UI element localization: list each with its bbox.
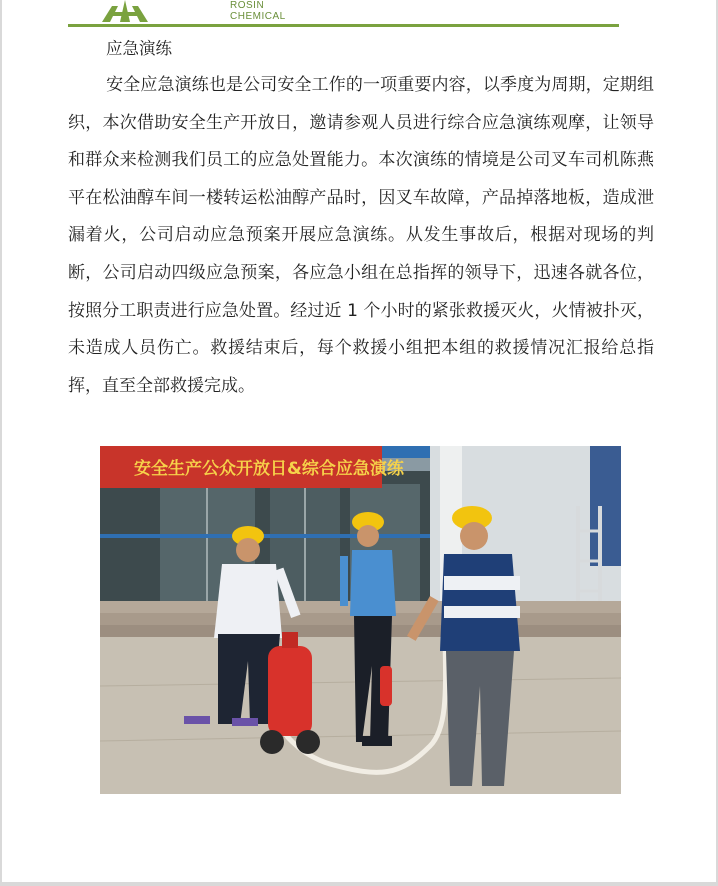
- page-edge-left: [0, 0, 2, 886]
- logo-line-chemical: CHEMICAL: [230, 11, 286, 22]
- header-divider: [68, 24, 619, 27]
- drill-photo-illustration: [100, 446, 621, 794]
- company-logo-text: [230, 0, 286, 22]
- section-title: 应急演练: [106, 39, 172, 58]
- page-header: [68, 0, 619, 28]
- logo-line-rosin: ROSIN: [230, 0, 265, 11]
- company-logo-icon: [98, 0, 152, 22]
- drill-photo: [100, 446, 621, 794]
- page-edge-bottom: [0, 882, 718, 886]
- body-paragraph-text: 安全应急演练也是公司安全工作的一项重要内容，以季度为周期，定期组织，本次借助安全生产开放日，邀请参观人员进行综合应急演练观摩，让领导和群众来检测我们员工的应急处置能力。本次演练的情境是公司叉车司机陈燕平在松油醇车间一楼转运松油醇产品时，因叉车故障，产品掉落地板，造成泄漏着火，公司启动应急预案开展应急演练。从发生事故后，根据对现场的判断，公司启动四级应急预案，各应急小组在总指挥的领导下，迅速各就各位，按照分工职责进行应急处置。经过近 1 个小时的紧张救援灭火，火情被扑灭，未造成人员伤亡。救援结束后，每个救援小组把本组的救援情况汇报给总指挥，直至全部救援完成。: [68, 75, 654, 396]
- body-paragraph: [68, 67, 654, 405]
- banner-text: 安全生产公众开放日&综合应急演练: [134, 459, 404, 479]
